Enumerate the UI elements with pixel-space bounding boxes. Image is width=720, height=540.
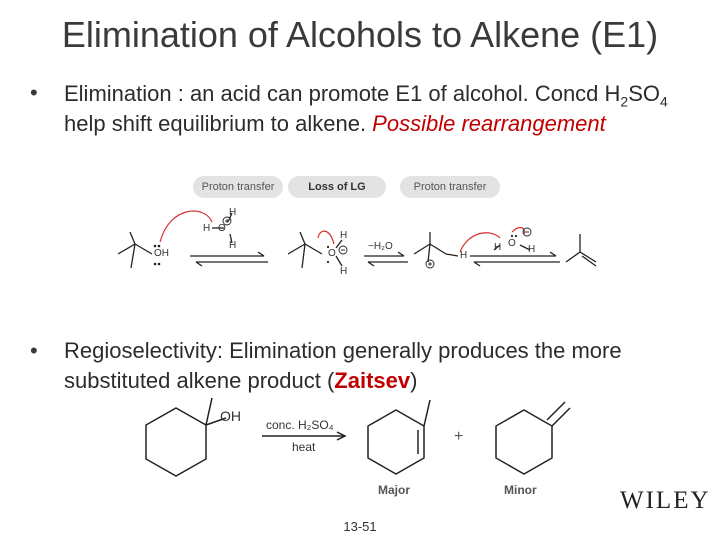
reactant-oh-label: OH [220,408,241,424]
label-oh: OH [154,248,169,259]
bullet-2-highlight: Zaitsev [334,368,411,393]
major-label: Major [378,483,411,497]
label-h-8: H [528,244,536,255]
reagent-bottom-label: heat [292,440,316,454]
label-loss-water: −H₂O [368,241,393,252]
label-h-1: H [229,207,237,218]
label-h-3: H [229,240,237,251]
bullet-text-1 [64,79,704,139]
wiley-logo: WILEY [620,487,711,514]
label-h-5: H [340,266,348,277]
bullet-1-text-b: SO [628,81,661,106]
step-pill-2: Loss of LG [288,176,386,198]
bullet-marker-2: • [30,338,38,363]
bullet-marker-1: • [30,80,38,105]
label-h-7: H [494,242,502,253]
step-pill-1: Proton transfer [193,176,283,198]
bullet-1-sub-1: 2 [620,93,629,110]
reagent-top-label: conc. H₂SO₄ [266,418,334,432]
label-o-3: O [508,238,516,249]
bullet-1-sub-2: 4 [660,93,668,110]
label-o-2: O [328,248,336,259]
label-h-6: H [460,250,468,261]
bullet-1-text-c: help shift equilibrium to alkene. [64,111,373,136]
step-pill-3: Proton transfer [400,176,500,198]
minor-label: Minor [504,483,537,497]
bullet-2-text-a: Regioselectivity: Elimination generally produces the more substituted alkene product ( [64,338,622,393]
bullet-1-text-a: Elimination : an acid can promote E1 of alcohol. Concd H [64,81,621,106]
label-h-2: H [203,223,211,234]
slide-title: Elimination of Alcohols to Alkene (E1) [61,14,659,55]
label-o-1: O [218,223,226,234]
label-h-4: H [340,230,348,241]
bullet-2-text-b: ) [410,368,418,393]
bullet-text-2 [64,336,704,396]
plus-sign: + [454,428,464,445]
page-number: 13-51 [343,519,377,534]
bullet-1-highlight: Possible rearrangement [372,111,606,136]
